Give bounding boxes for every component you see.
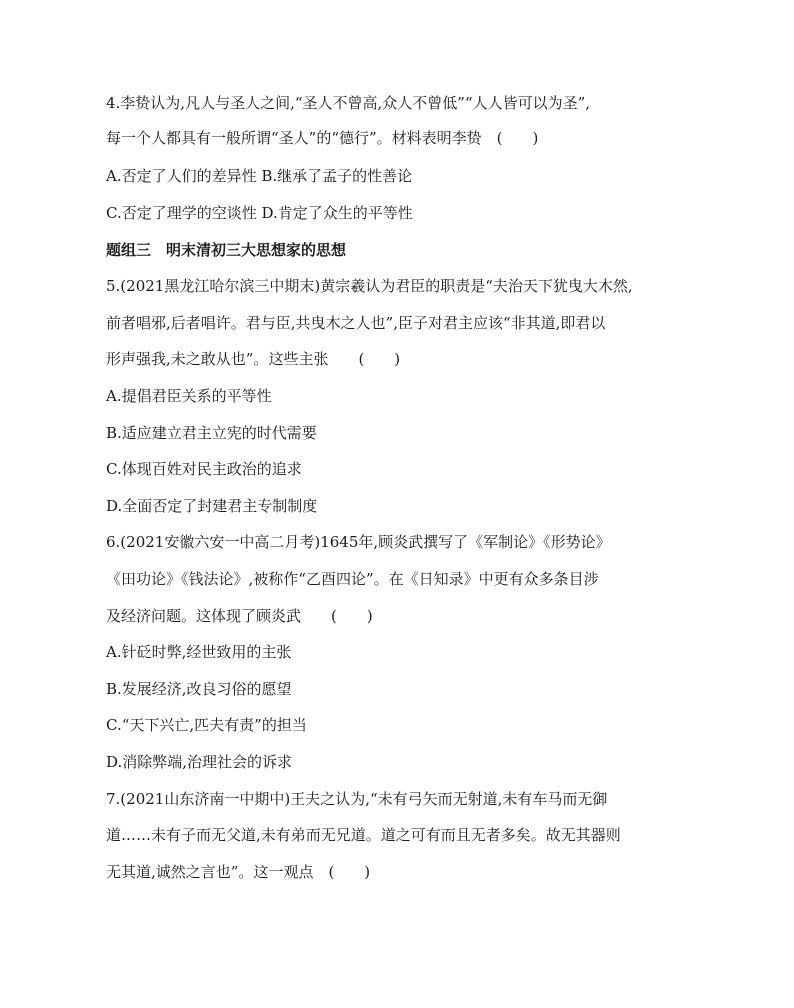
q4-options-c-d: C.否定了理学的空谈性 D.肯定了众生的平等性	[106, 204, 413, 222]
q5-option-a: A.提倡君臣关系的平等性	[106, 387, 272, 405]
q6-stem-line-1: 6.(2021安徽六安一中高二月考)1645年,顾炎武撰写了《军制论》《形势论》	[106, 533, 611, 551]
q4-options-a-b: A.否定了人们的差异性 B.继承了孟子的性善论	[106, 167, 413, 185]
q4-stem-line-2: 每一个人都具有一般所谓“圣人”的“德行”。材料表明李贽 ( )	[106, 129, 539, 147]
q5-stem-line-1: 5.(2021黑龙江哈尔滨三中期末)黄宗羲认为君臣的职责是“夫治天下犹曳大木然,	[106, 277, 633, 295]
q5-stem-line-3: 形声强我,未之敢从也”。这些主张 ( )	[106, 350, 401, 368]
q7-stem-line-3: 无其道,诚然之言也”。这一观点 ( )	[106, 863, 371, 881]
q6-option-a: A.针砭时弊,经世致用的主张	[106, 643, 292, 661]
section-heading: 题组三 明末清初三大思想家的思想	[106, 241, 347, 259]
q6-stem-line-2: 《田功论》《钱法论》,被称作“乙酉四论”。在《日知录》中更有众多条目涉	[106, 570, 599, 588]
q7-stem-line-2: 道……未有子而无父道,未有弟而无兄道。道之可有而且无者多矣。故无其器则	[106, 826, 621, 844]
q5-stem-line-2: 前者唱邪,后者唱许。君与臣,共曳木之人也”,臣子对君主应该“非其道,即君以	[106, 314, 606, 332]
q6-stem-line-3: 及经济问题。这体现了顾炎武 ( )	[106, 607, 373, 625]
q5-option-c: C.体现百姓对民主政治的追求	[106, 460, 302, 478]
q6-option-b: B.发展经济,改良习俗的愿望	[106, 680, 292, 698]
q4-stem-line-1: 4.李贽认为,凡人与圣人之间,“圣人不曾高,众人不曾低”“人人皆可以为圣”,	[106, 94, 591, 112]
q6-option-c: C.“天下兴亡,匹夫有责”的担当	[106, 716, 307, 734]
q6-option-d: D.消除弊端,治理社会的诉求	[106, 753, 293, 771]
q7-stem-line-1: 7.(2021山东济南一中期中)王夫之认为,“未有弓矢而无射道,未有车马而无御	[106, 790, 608, 808]
q5-option-b: B.适应建立君主立宪的时代需要	[106, 424, 317, 442]
q5-option-d: D.全面否定了封建君主专制制度	[106, 497, 318, 515]
